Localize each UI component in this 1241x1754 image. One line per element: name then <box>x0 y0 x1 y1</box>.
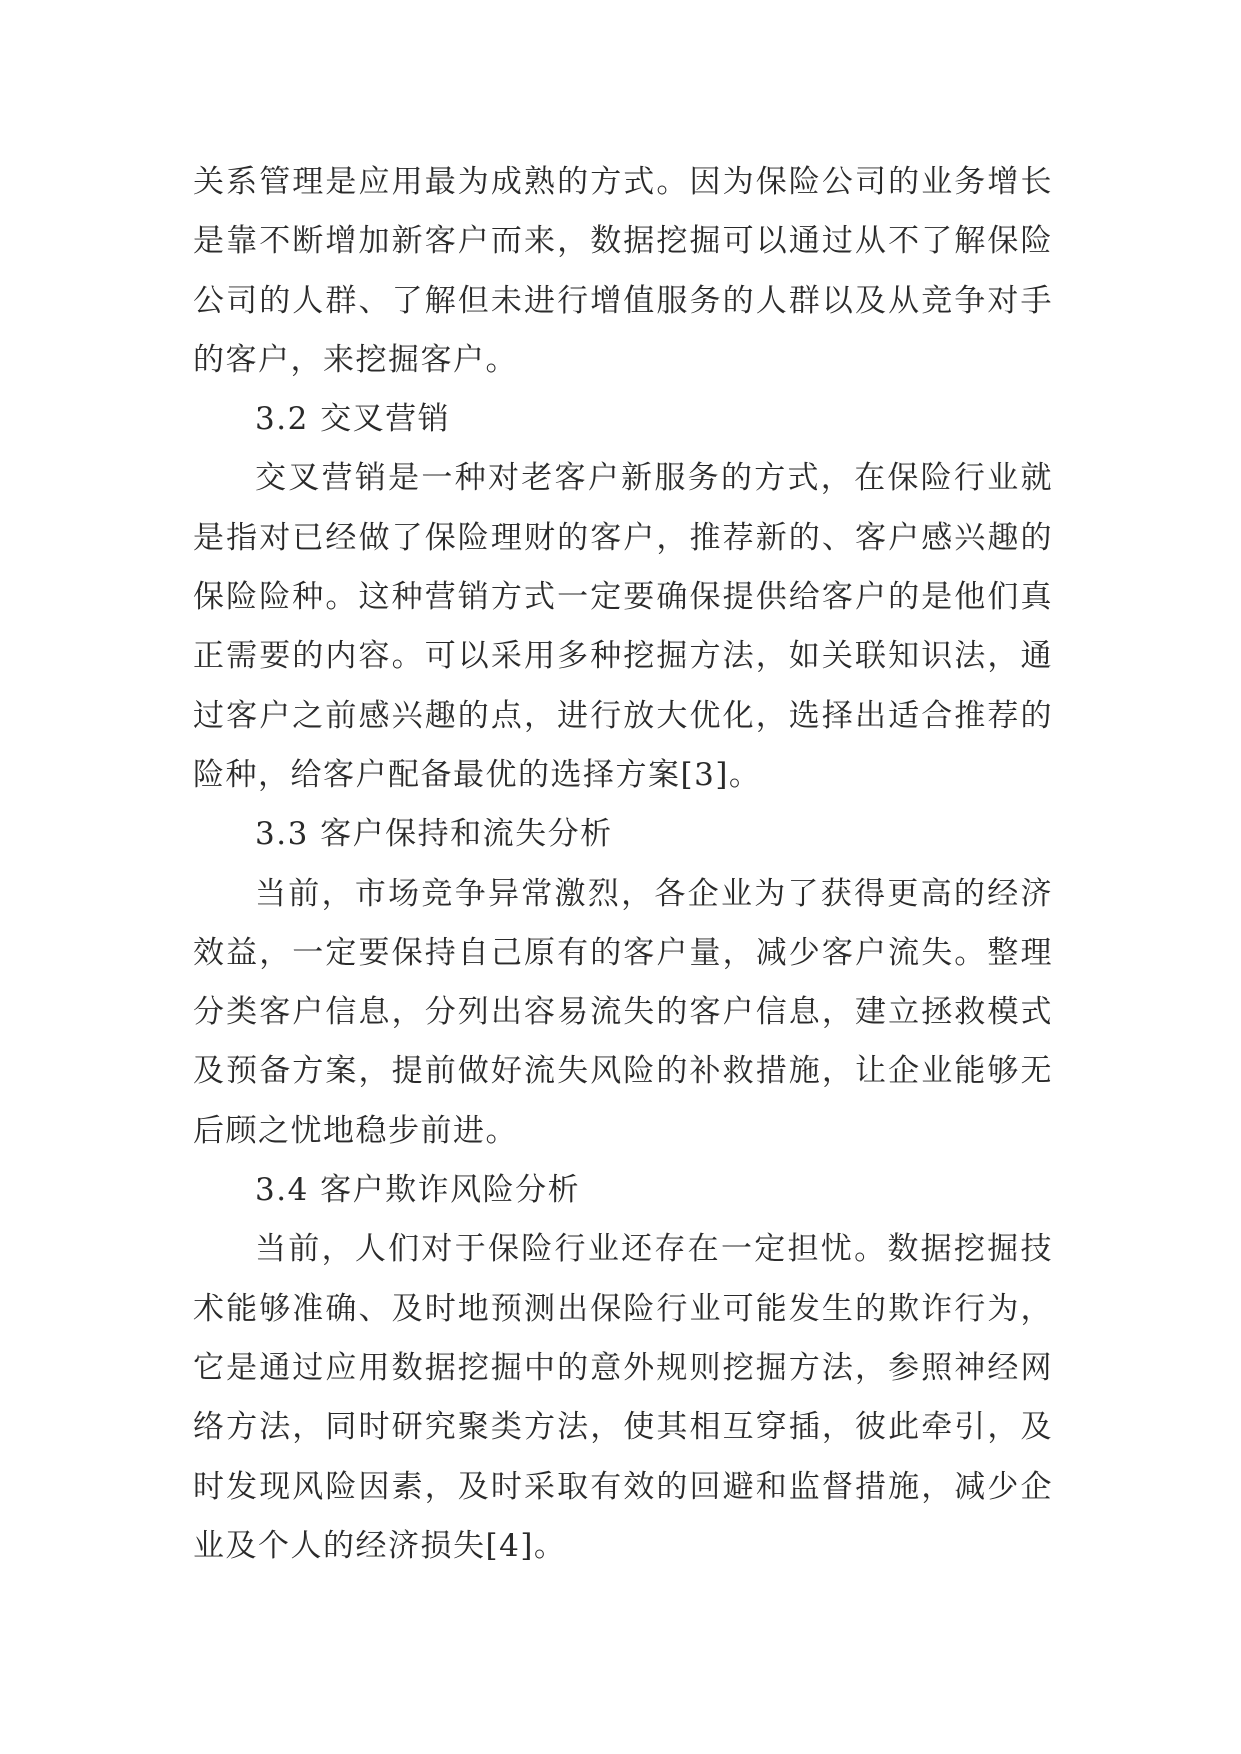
paragraph-customer-retention: 当前，市场竞争异常激烈，各企业为了获得更高的经济效益，一定要保持自己原有的客户量，减少客户流失。整理分类客户信息，分列出容易流失的客户信息，建立拯救模式及预备方案，提前做好流失风险的补救措施，让企业能够无后顾之忧地稳步前进。 <box>193 875 1053 1149</box>
section-heading-3-4: 3.4 客户欺诈风险分析 <box>255 1172 581 1209</box>
section-heading-3-3: 3.3 客户保持和流失分析 <box>255 816 613 853</box>
paragraph-fraud-risk: 当前，人们对于保险行业还存在一定担忧。数据挖掘技术能够准确、及时地预测出保险行业可能发生的欺诈行为，它是通过应用数据挖掘中的意外规则挖掘方法，参照神经网络方法，同时研究聚类方法，使其相互穿插，彼此牵引，及时发现风险因素，及时采取有效的回避和监督措施，减少企业及个人的经济损失[4]。 <box>193 1231 1053 1564</box>
paragraph-cross-marketing: 交叉营销是一种对老客户新服务的方式，在保险行业就是指对已经做了保险理财的客户，推荐新的、客户感兴趣的保险险种。这种营销方式一定要确保提供给客户的是他们真正需要的内容。可以采用多种挖掘方法，如关联知识法，通过客户之前感兴趣的点，进行放大优化，选择出适合推荐的险种，给客户配备最优的选择方案[3]。 <box>193 460 1053 793</box>
paragraph-customer-relationship: 关系管理是应用最为成熟的方式。因为保险公司的业务增长是靠不断增加新客户而来，数据挖掘可以通过从不了解保险公司的人群、了解但未进行增值服务的人群以及从竞争对手的客户，来挖掘客户。 <box>193 164 1053 378</box>
document-body <box>193 153 1053 1576</box>
section-heading-3-2: 3.2 交叉营销 <box>255 401 451 438</box>
